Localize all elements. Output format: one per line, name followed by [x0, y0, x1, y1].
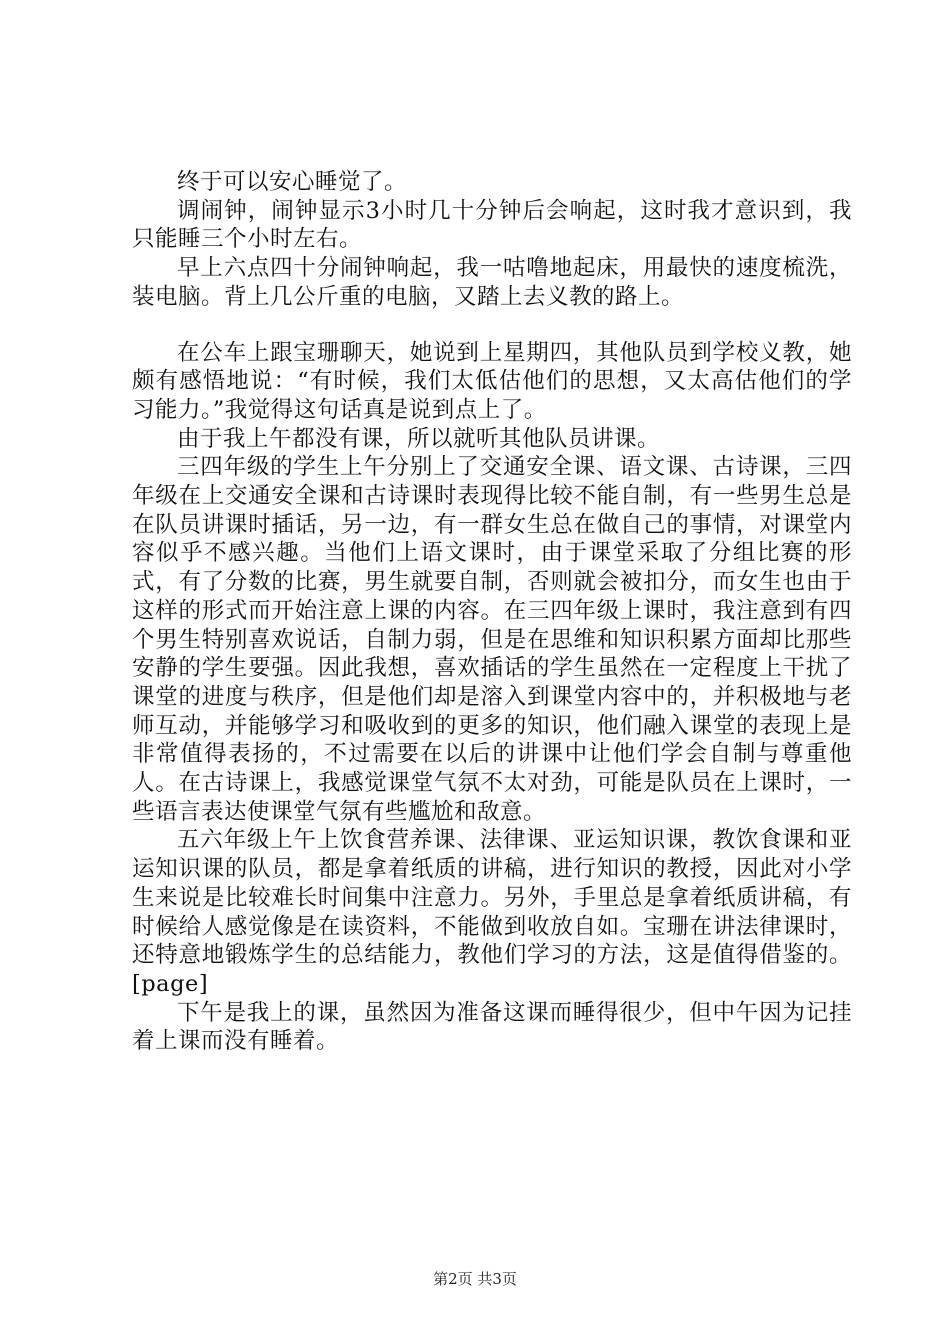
document-body	[132, 168, 852, 1056]
paragraph-8: 下午是我上的课，虽然因为准备这课而睡得很少，但中午因为记挂着上课而没有睡着。	[132, 999, 852, 1055]
paragraph-7: 五六年级上午上饮食营养课、法律课、亚运知识课，教饮食课和亚运知识课的队员，都是拿着纸质的讲稿，进行知识的教授，因此对小学生来说是比较难长时间集中注意力。另外，手里总是拿着纸质讲稿，有时候给人感觉像是在读资料，不能做到收放自如。宝珊在讲法律课时，还特意地锻炼学生的总结能力，教他们学习的方法，这是值得借鉴的。[page]	[132, 827, 852, 997]
page-footer: 第2页 共3页	[433, 1270, 517, 1288]
paragraph-1: 终于可以安心睡觉了。	[177, 169, 408, 195]
paragraph-5: 由于我上午都没有课，所以就听其他队员讲课。	[177, 425, 661, 452]
paragraph-2: 调闹钟，闹钟显示3小时几十分钟后会响起，这时我才意识到，我只能睡三个小时左右。	[132, 197, 852, 253]
paragraph-3: 早上六点四十分闹钟响起，我一咕噜地起床，用最快的速度梳洗，装电脑。背上几公斤重的电脑，又踏上去义教的路上。	[132, 255, 852, 310]
paragraph-4: 在公车上跟宝珊聊天，她说到上星期四，其他队员到学校义教，她颇有感悟地说：“有时候，我们太低估他们的思想，又太高估他们的学习能力。”我觉得这句话真是说到点上了。	[132, 339, 852, 423]
paragraph-6: 三四年级的学生上午分别上了交通安全课、语文课、古诗课，三四年级在上交通安全课和古诗课时表现得比较不能自制，有一些男生总是在队员讲课时插话，另一边，有一群女生总在做自己的事情，对课堂内容似乎不感兴趣。当他们上语文课时，由于课堂采取了分组比赛的形式，有了分数的比赛，男生就要自制，否则就会被扣分，而女生也由于这样的形式而开始注意上课的内容。在三四年级上课时，我注意到有四个男生特别喜欢说话，自制力弱，但是在思维和知识积累方面却比那些安静的学生要强。因此我想，喜欢插话的学生虽然在一定程度上干扰了课堂的进度与秩序，但是他们却是溶入到课堂内容中的，并积极地与老师互动，并能够学习和吸收到的更多的知识，他们融入课堂的表现上是非常值得表扬的，不过需要在以后的讲课中让他们学会自制与尊重他人。在古诗课上，我感觉课堂气氛不太对劲，可能是队员在上课时，一些语言表达使课堂气氛有些尴尬和敌意。	[132, 454, 852, 825]
